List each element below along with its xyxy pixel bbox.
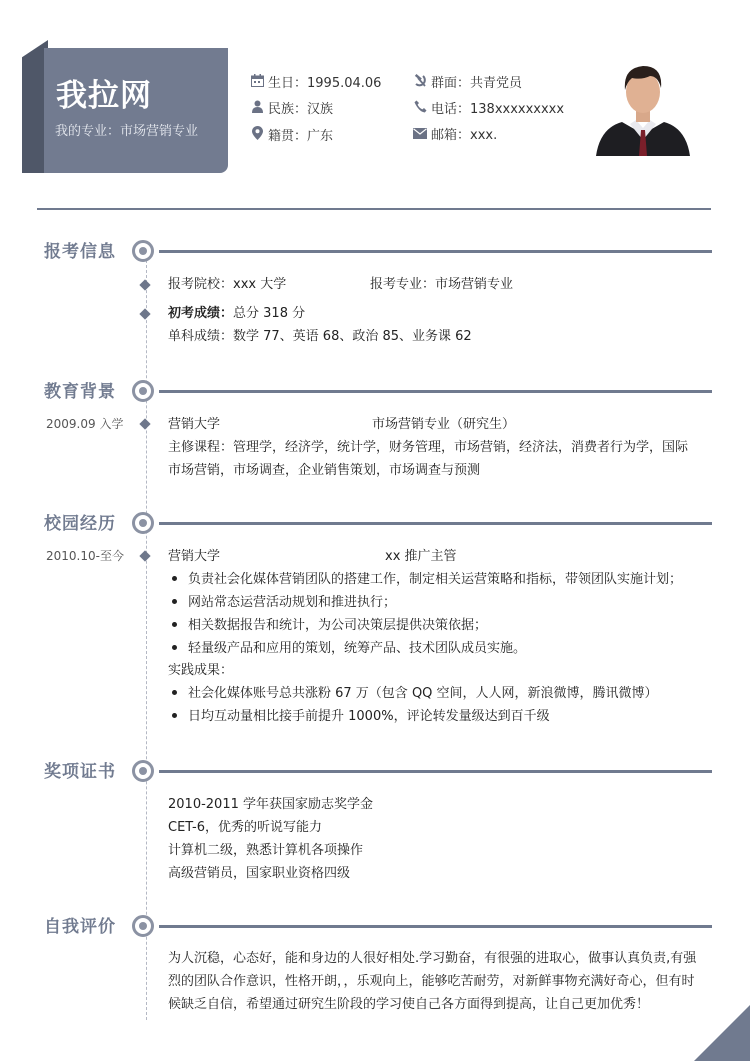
section-rule (159, 250, 712, 253)
campus-role: xx 推广主管 (385, 549, 457, 564)
award-item: 高级营销员，国家职业资格四级 (168, 866, 351, 881)
hammer-sickle-icon (412, 74, 428, 92)
timeline-marker (139, 308, 150, 319)
email-info: 邮箱：xxx. (412, 126, 497, 145)
exam-major: 报考专业：市场营销专业 (370, 277, 514, 292)
section-title-exam: 报考信息 (44, 242, 116, 262)
bullet-icon (172, 599, 177, 604)
location-pin-icon (249, 126, 265, 145)
phone-info: 电话：138xxxxxxxxx (412, 100, 564, 119)
timeline-node (132, 512, 154, 534)
section-rule (159, 770, 712, 773)
bullet-icon (172, 622, 177, 627)
corner-decoration (694, 1005, 750, 1061)
education-school: 营销大学 (168, 417, 221, 432)
education-courses: 主修课程：管理学，经济学，统计学，财务管理，市场营销，经济法，消费者行为学，国际 (168, 440, 689, 455)
timeline-node (132, 760, 154, 782)
list-item: 日均互动量相比接手前提升 1000%，评论转发量级达到百千级 (168, 705, 550, 728)
self-evaluation-line: 候缺乏自信，希望通过研究生阶段的学习使自己各方面得到提高，让自己更加优秀！ (168, 997, 650, 1012)
section-title-awards: 奖项证书 (44, 762, 116, 782)
candidate-major: 我的专业：市场营销专业 (55, 124, 199, 139)
birthday-info: 生日：1995.04.06 (249, 74, 381, 93)
timeline-node (132, 380, 154, 402)
results-label: 实践成果： (168, 663, 234, 678)
candidate-name: 我拉网 (56, 78, 152, 114)
award-item: CET-6，优秀的听说写能力 (168, 820, 323, 835)
self-evaluation-line: 为人沉稳，心态好，能和身边的人很好相处.学习勤奋，有很强的进取心，做事认真负责,有强 (168, 951, 697, 966)
award-item: 2010-2011 学年获国家励志奖学金 (168, 797, 373, 812)
timeline-marker (139, 279, 150, 290)
section-title-self: 自我评价 (44, 917, 116, 937)
campus-date: 2010.10-至今 (46, 549, 124, 563)
timeline-marker (139, 550, 150, 561)
bullet-icon (172, 576, 177, 581)
envelope-icon (412, 126, 428, 144)
list-item: 负责社会化媒体营销团队的搭建工作，制定相关运营策略和指标，带领团队实施计划； (168, 568, 682, 591)
ethnicity-info: 民族：汉族 (249, 100, 333, 119)
bullet-icon (172, 645, 177, 650)
bullet-icon (172, 690, 177, 695)
education-date: 2009.09 入学 (46, 417, 124, 431)
exam-school: 报考院校：xxx 大学 (168, 277, 287, 292)
timeline-node (132, 240, 154, 262)
timeline-marker (139, 418, 150, 429)
list-item: 社会化媒体账号总共涨粉 67 万（包含 QQ 空间，人人网，新浪微博，腾讯微博） (168, 682, 658, 705)
profile-photo (592, 54, 694, 156)
list-item: 网站常态运营活动规划和推进执行； (168, 591, 396, 614)
bullet-icon (172, 713, 177, 718)
timeline-line (146, 260, 147, 1020)
header-divider (37, 208, 711, 210)
section-rule (159, 390, 712, 393)
education-major: 市场营销专业（研究生） (372, 417, 516, 432)
exam-initial-score: 初考成绩：总分 318 分 (168, 306, 306, 321)
timeline-node (132, 915, 154, 937)
list-item: 相关数据报告和统计，为公司决策层提供决策依据； (168, 614, 487, 637)
campus-org: 营销大学 (168, 549, 221, 564)
section-title-campus: 校园经历 (44, 514, 116, 534)
section-rule (159, 925, 712, 928)
education-courses: 市场营销，市场调查，企业销售策划，市场调查与预测 (168, 463, 481, 478)
hometown-info: 籍贯：广东 (249, 126, 333, 146)
award-item: 计算机二级，熟悉计算机各项操作 (168, 843, 364, 858)
self-evaluation-line: 烈的团队合作意识，性格开朗，，乐观向上，能够吃苦耐劳，对新鲜事物充满好奇心，但有时 (168, 974, 695, 989)
section-title-education: 教育背景 (44, 382, 116, 402)
exam-subject-scores: 单科成绩：数学 77、英语 68、政治 85、业务课 62 (168, 329, 472, 344)
list-item: 轻量级产品和应用的策划，统筹产品、技术团队成员实施。 (168, 637, 526, 660)
political-info: 群面：共青党员 (412, 74, 522, 93)
phone-icon (412, 100, 428, 118)
person-icon (249, 100, 265, 118)
calendar-icon (249, 74, 265, 92)
section-rule (159, 522, 712, 525)
